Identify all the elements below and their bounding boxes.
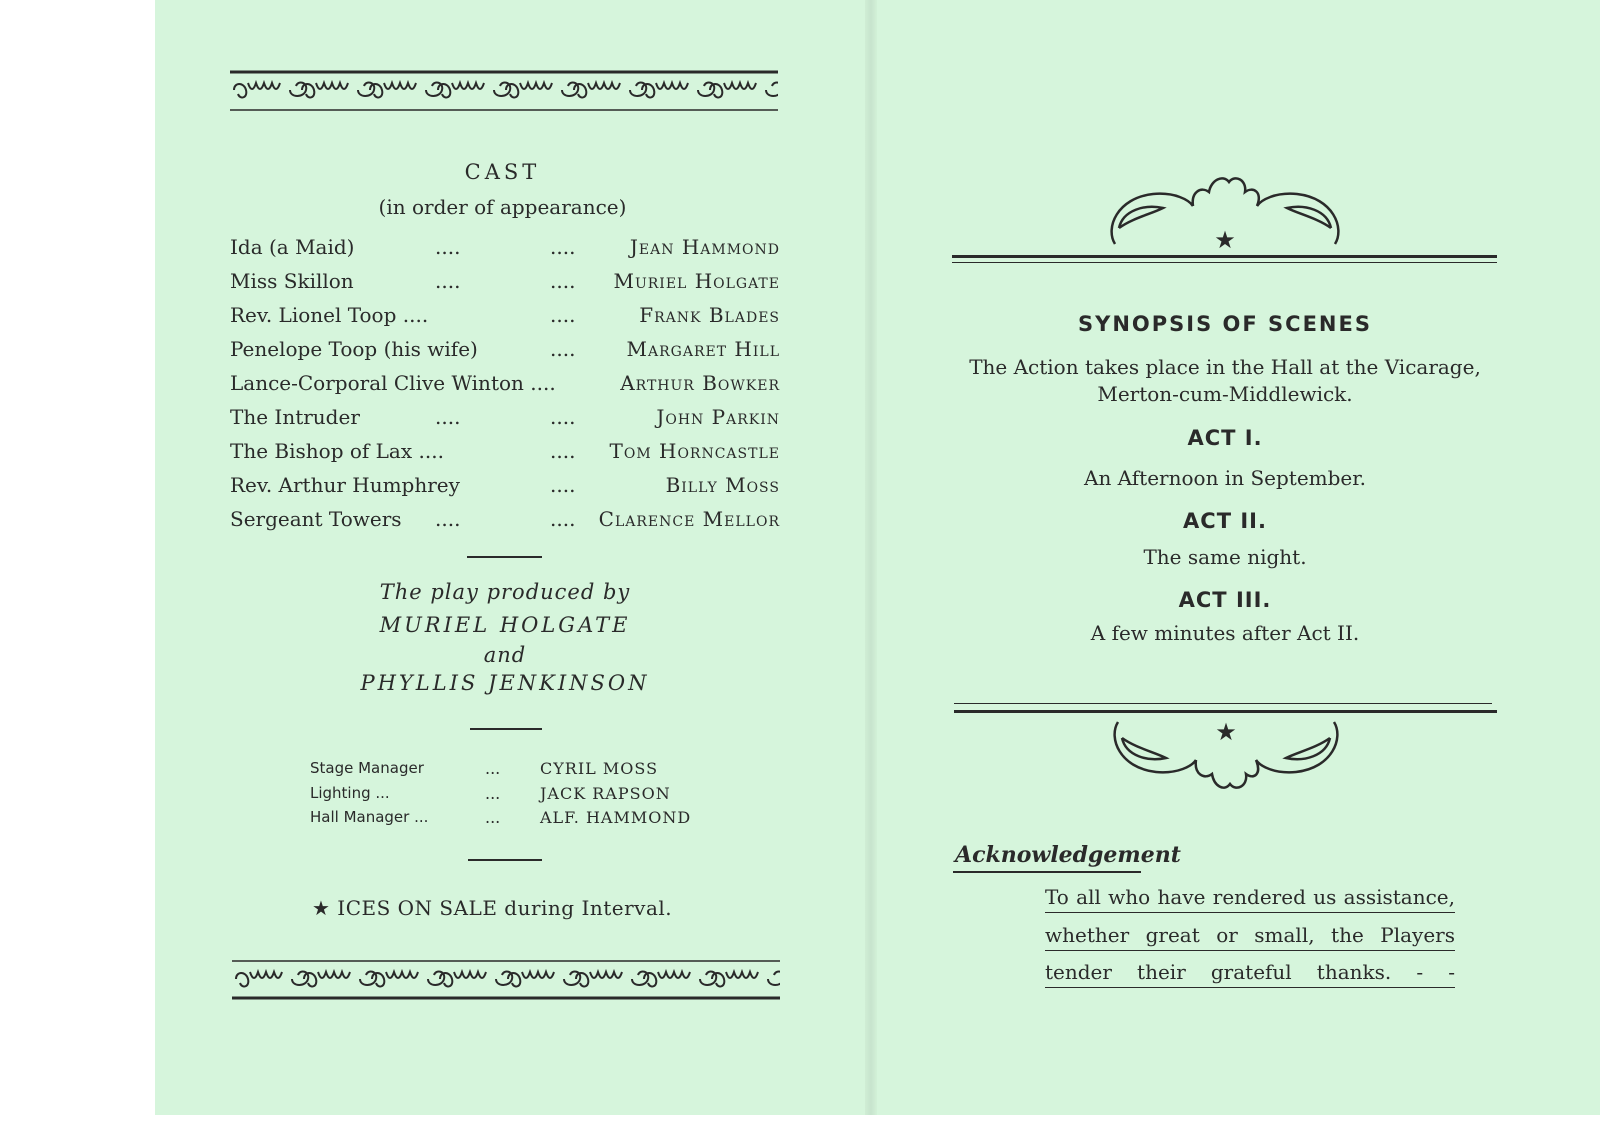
leader-dots: ....: [550, 337, 576, 361]
producer-and: and: [483, 643, 527, 667]
cast-row: [230, 507, 780, 537]
cast-actor: John Parkin: [656, 405, 780, 429]
act-heading: ACT III.: [1178, 588, 1272, 612]
act-heading: ACT I.: [1187, 426, 1263, 450]
act-description: A few minutes after Act II.: [1090, 621, 1360, 645]
ices-note: ★ ICES ON SALE during Interval.: [312, 896, 673, 920]
cast-row: [230, 337, 780, 367]
leader-dots: ...: [485, 808, 501, 827]
svg-text:★: ★: [1215, 718, 1237, 746]
leader-dots: ....: [550, 507, 576, 531]
svg-text:★: ★: [1214, 226, 1236, 254]
top-rule-thin: [952, 262, 1497, 263]
cast-actor: Billy Moss: [665, 473, 780, 497]
leader-dots: ....: [435, 405, 461, 429]
acknowledgement-line: whether great or small, the Players: [1045, 922, 1455, 951]
top-rule: [952, 255, 1497, 258]
cast-row: [230, 235, 780, 265]
cast-actor: Muriel Holgate: [613, 269, 780, 293]
leader-dots: ....: [550, 473, 576, 497]
cast-role: Sergeant Towers: [230, 507, 402, 531]
divider: [470, 728, 542, 730]
divider: [468, 859, 542, 861]
act-description: An Afternoon in September.: [1084, 466, 1366, 490]
cast-actor: Margaret Hill: [626, 337, 780, 361]
cast-role: The Bishop of Lax ....: [230, 439, 444, 463]
crew-name: JACK RAPSON: [540, 784, 671, 803]
cast-role: Ida (a Maid): [230, 235, 355, 259]
produced-by-line: The play produced by: [379, 580, 631, 604]
leader-dots: ....: [550, 439, 576, 463]
leader-dots: ....: [435, 507, 461, 531]
leader-dots: ....: [550, 269, 576, 293]
bottom-rule-thin: [954, 703, 1492, 704]
crew-row: [310, 759, 710, 783]
cast-row: [230, 269, 780, 299]
cast-row: [230, 439, 780, 469]
leader-dots: ...: [485, 784, 501, 803]
crew-row: [310, 784, 710, 808]
bottom-rule: [954, 710, 1497, 713]
top-scroll-border: [230, 68, 778, 114]
divider: [467, 556, 542, 558]
leader-dots: ...: [485, 759, 501, 778]
cast-actor: Arthur Bowker: [620, 371, 780, 395]
cast-row: [230, 473, 780, 503]
cast-role: Penelope Toop (his wife): [230, 337, 478, 361]
synopsis-title: SYNOPSIS OF SCENES: [1078, 312, 1372, 336]
act-heading: ACT II.: [1183, 509, 1267, 533]
cast-row: [230, 303, 780, 333]
cast-role: Miss Skillon: [230, 269, 354, 293]
producer-name: MURIEL HOLGATE: [379, 613, 631, 637]
leader-dots: ....: [550, 235, 576, 259]
acknowledgement-underline: [953, 871, 1141, 873]
cast-role: Rev. Arthur Humphrey: [230, 473, 460, 497]
cast-actor: Frank Blades: [639, 303, 780, 327]
cast-role: Rev. Lionel Toop ....: [230, 303, 429, 327]
act-description: The same night.: [1143, 545, 1307, 569]
cast-row: [230, 371, 780, 401]
leader-dots: ....: [435, 269, 461, 293]
cast-role: Lance-Corporal Clive Winton ....: [230, 371, 556, 395]
crew-role: Hall Manager ...: [310, 808, 429, 826]
cast-actor: Tom Horncastle: [609, 439, 780, 463]
cast-row: [230, 405, 780, 435]
center-fold: [865, 0, 877, 1115]
leader-dots: ....: [550, 405, 576, 429]
producer-name: PHYLLIS JENKINSON: [360, 671, 650, 695]
acknowledgement-line: To all who have rendered us assistance,: [1045, 884, 1455, 913]
synopsis-setting: The Action takes place in the Hall at the Vicarage, Merton-cum-Middlewick.: [969, 355, 1481, 406]
crew-row: [310, 808, 710, 832]
cast-subtitle: (in order of appearance): [378, 195, 627, 219]
crew-role: Stage Manager: [310, 759, 424, 777]
crew-name: CYRIL MOSS: [540, 759, 659, 778]
top-flourish-ornament: [1105, 168, 1345, 256]
cast-role: The Intruder: [230, 405, 360, 429]
leader-dots: ....: [550, 303, 576, 327]
crew-role: Lighting ...: [310, 784, 390, 802]
cast-actor: Clarence Mellor: [598, 507, 780, 531]
bottom-flourish-ornament: [1108, 714, 1344, 798]
leader-dots: ....: [435, 235, 461, 259]
acknowledgement-line: tender their grateful thanks. - -: [1045, 959, 1455, 988]
cast-title: CAST: [464, 160, 541, 184]
crew-name: ALF. HAMMOND: [540, 808, 692, 827]
acknowledgement-title: Acknowledgement: [955, 842, 1181, 868]
bottom-scroll-border: [232, 958, 780, 1002]
cast-actor: Jean Hammond: [629, 235, 780, 259]
